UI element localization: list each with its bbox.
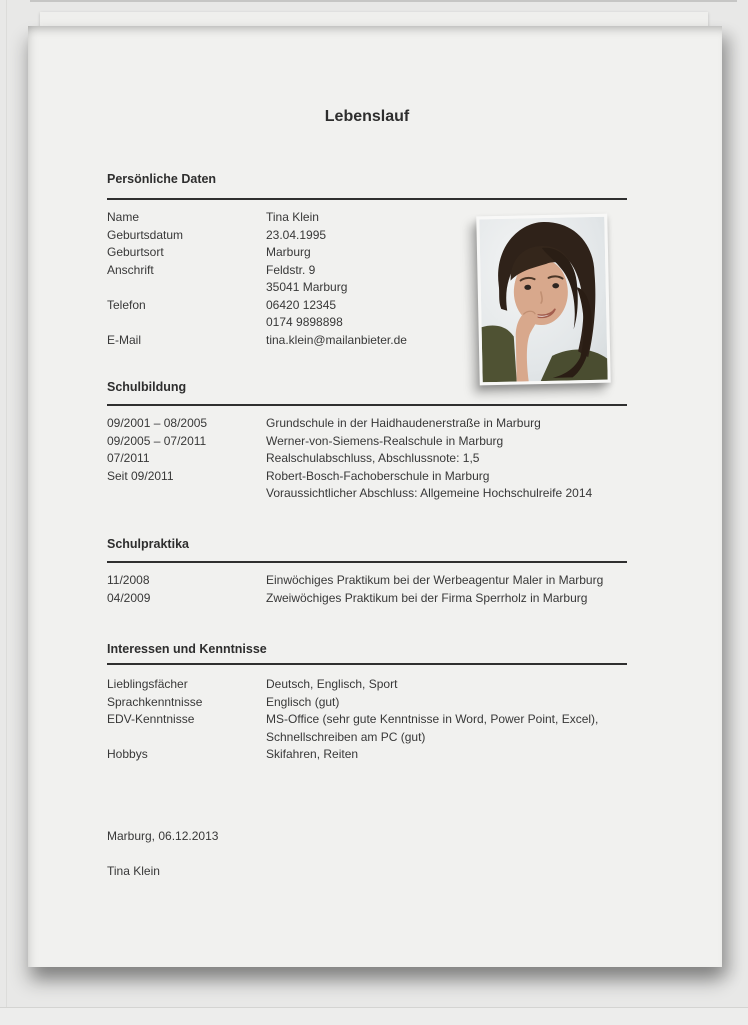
row-label: 04/2009 [107,590,151,605]
row-label [107,279,266,297]
table-row [107,572,679,590]
section-rows-schulbildung [107,415,679,503]
background-top-edge [30,0,737,2]
row-value: Schnellschreiben am PC (gut) [266,729,426,744]
section-rule [107,561,627,563]
document-title: Lebenslauf [324,108,410,125]
table-row [107,485,679,503]
row-label: Geburtsdatum [107,227,184,242]
table-row [107,433,679,451]
row-label: 09/2005 – 07/2011 [107,433,207,448]
row-label: Hobbys [107,747,148,761]
row-value: Tina Klein [266,210,319,224]
section-heading-schulpraktika: Schulpraktika [107,537,189,551]
row-label: Seit 09/2011 [107,468,174,483]
row-label [107,314,266,332]
row-label: Sprachkenntnisse [107,694,203,709]
table-row [107,729,679,747]
row-value: 06420 12345 [266,297,337,312]
section-rows-interessen [107,676,679,764]
section-heading-interessen-und-kenntnisse: Interessen und Kenntnisse [107,642,267,656]
background-left-edge [6,0,7,1024]
row-label: Name [107,210,140,224]
row-label: EDV-Kenntnisse [107,712,195,726]
table-row [107,694,679,712]
row-value: Marburg [266,245,311,259]
table-row [107,711,679,729]
row-value: Einwöchiges Praktikum bei der Werbeagentur Maler in Marburg [266,573,604,587]
table-row [107,590,679,608]
row-label: Geburtsort [107,245,164,259]
row-value: Feldstr. 9 [266,262,316,277]
table-row [107,450,679,468]
row-value: 35041 Marburg [266,280,348,294]
row-value: tina.klein@mailanbieter.de [266,332,407,347]
resume-page [28,26,722,967]
row-label: Anschrift [107,262,154,277]
row-label [107,485,266,503]
row-value: 0174 9898898 [266,315,343,329]
applicant-photo [476,214,611,386]
row-value: Zweiwöchiges Praktikum bei der Firma Sperrholz in Marburg [266,590,588,605]
table-row [107,676,679,694]
row-label: Lieblingsfächer [107,677,188,691]
section-heading-schulbildung: Schulbildung [107,380,187,394]
section-heading-persoenliche-daten: Persönliche Daten [107,172,217,186]
table-row [107,746,679,764]
row-value: Realschulabschluss, Abschlussnote: 1,5 [266,451,480,465]
row-value: Voraussichtlicher Abschluss: Allgemeine Hochschulreife 2014 [266,486,593,500]
row-value: Skifahren, Reiten [266,747,359,761]
place-and-date: Marburg, 06.12.2013 [107,829,219,843]
section-rows-schulpraktika [107,572,679,607]
signature-name: Tina Klein [107,864,160,878]
row-value: Englisch (gut) [266,694,340,709]
table-row [107,468,679,486]
section-rule [107,404,627,406]
portrait-image [479,217,607,383]
row-value: Grundschule in der Haidhaudenerstraße in Marburg [266,416,541,430]
table-row [107,415,679,433]
row-label: 09/2001 – 08/2005 [107,416,208,430]
row-value: 23.04.1995 [266,227,327,242]
row-label: Telefon [107,297,146,312]
row-value: MS-Office (sehr gute Kenntnisse in Word, Power Point, Excel), [266,712,599,726]
row-label: E-Mail [107,332,142,347]
background-bottom-edge [0,1007,748,1025]
row-label [107,729,266,747]
section-rule [107,198,627,200]
row-value: Robert-Bosch-Fachoberschule in Marburg [266,468,490,483]
section-rule [107,663,627,665]
row-value: Werner-von-Siemens-Realschule in Marburg [266,433,504,448]
row-label: 07/2011 [107,451,150,465]
row-label: 11/2008 [107,573,150,587]
row-value: Deutsch, Englisch, Sport [266,677,398,691]
